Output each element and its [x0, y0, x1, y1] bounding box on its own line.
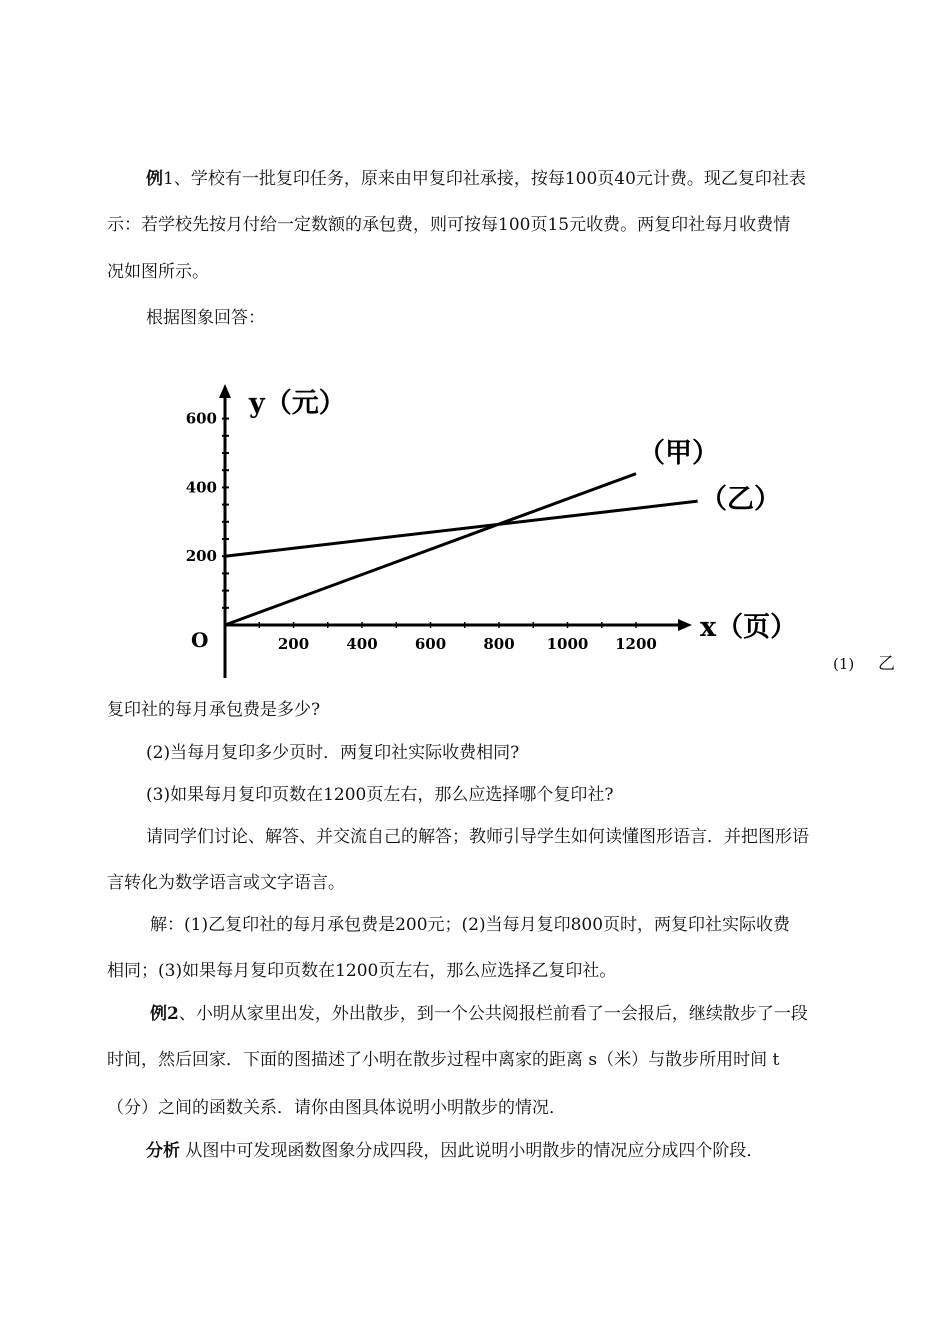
analysis-text: 从图中可发现函数图象分成四段，因此说明小明散步的情况应分成四个阶段． [185, 1141, 764, 1161]
analysis-line [146, 1140, 763, 1162]
discussion-line1: 请同学们讨论、解答、并交流自己的解答；教师引导学生如何读懂图形语言．并把图形语 [146, 827, 809, 847]
y-axis-arrow [219, 384, 231, 398]
x-tick-label: 600 [414, 635, 447, 653]
x-tick-label: 200 [277, 635, 310, 653]
question1-tail: 乙 [878, 654, 895, 674]
origin-label: O [191, 628, 209, 652]
example1-line1 [146, 168, 806, 190]
x-tick-label: 1200 [615, 635, 657, 653]
question2-text: (2)当每月复印多少页时．两复印社实际收费相同? [146, 743, 520, 763]
x-axis-label: x（页） [700, 612, 798, 643]
question1-text: 复印社的每月承包费是多少? [107, 700, 321, 720]
solution-line1: 解：(1)乙复印社的每月承包费是200元；(2)当每月复印800页时，两复印社实际收费 [150, 915, 791, 935]
x-tick-label: 400 [346, 635, 378, 653]
example2-line3: （分）之间的函数关系．请你由图具体说明小明散步的情况． [107, 1098, 566, 1118]
example1-prompt: 根据图象回答： [146, 308, 265, 328]
example1-line2: 示：若学校先按月付给一定数额的承包费，则可按每100页15元收费。两复印社每月收费情 [107, 215, 791, 235]
example1-label: 例 [146, 169, 163, 189]
example2-label: 例2 [150, 1004, 179, 1024]
solution-line2: 相同；(3)如果每月复印页数在1200页左右，那么应选择乙复印社。 [107, 961, 617, 981]
discussion-line2: 言转化为数学语言或文字语言。 [107, 873, 345, 893]
analysis-label: 分析 [146, 1141, 180, 1161]
example1-line3: 况如图所示。 [107, 262, 209, 282]
fee-chart [160, 378, 800, 683]
y-axis-label: y（元） [249, 388, 346, 419]
example2-line1 [150, 1003, 808, 1025]
question1-number: (1) [833, 655, 855, 673]
x-axis-arrow [678, 619, 692, 631]
x-tick-label: 800 [483, 635, 515, 653]
series-label-1: （乙） [700, 484, 781, 515]
example2-text-1: 、小明从家里出发，外出散步，到一个公共阅报栏前看了一会报后，继续散步了一段 [178, 1004, 808, 1024]
x-tick-label: 1000 [546, 635, 589, 653]
y-tick-label: 400 [185, 478, 217, 497]
y-tick-label: 200 [185, 547, 217, 566]
series-label-0: （甲） [638, 438, 719, 469]
y-tick-label: 600 [185, 409, 217, 428]
question3-text: (3)如果每月复印页数在1200页左右，那么应选择哪个复印社? [146, 785, 614, 805]
example1-text-1: 1、学校有一批复印任务，原来由甲复印社承接，按每100页40元计费。现乙复印社表 [163, 169, 806, 189]
series-line-1 [225, 501, 698, 556]
example2-line2: 时间，然后回家．下面的图描述了小明在散步过程中离家的距离 s（米）与散步所用时间 t [107, 1050, 780, 1070]
